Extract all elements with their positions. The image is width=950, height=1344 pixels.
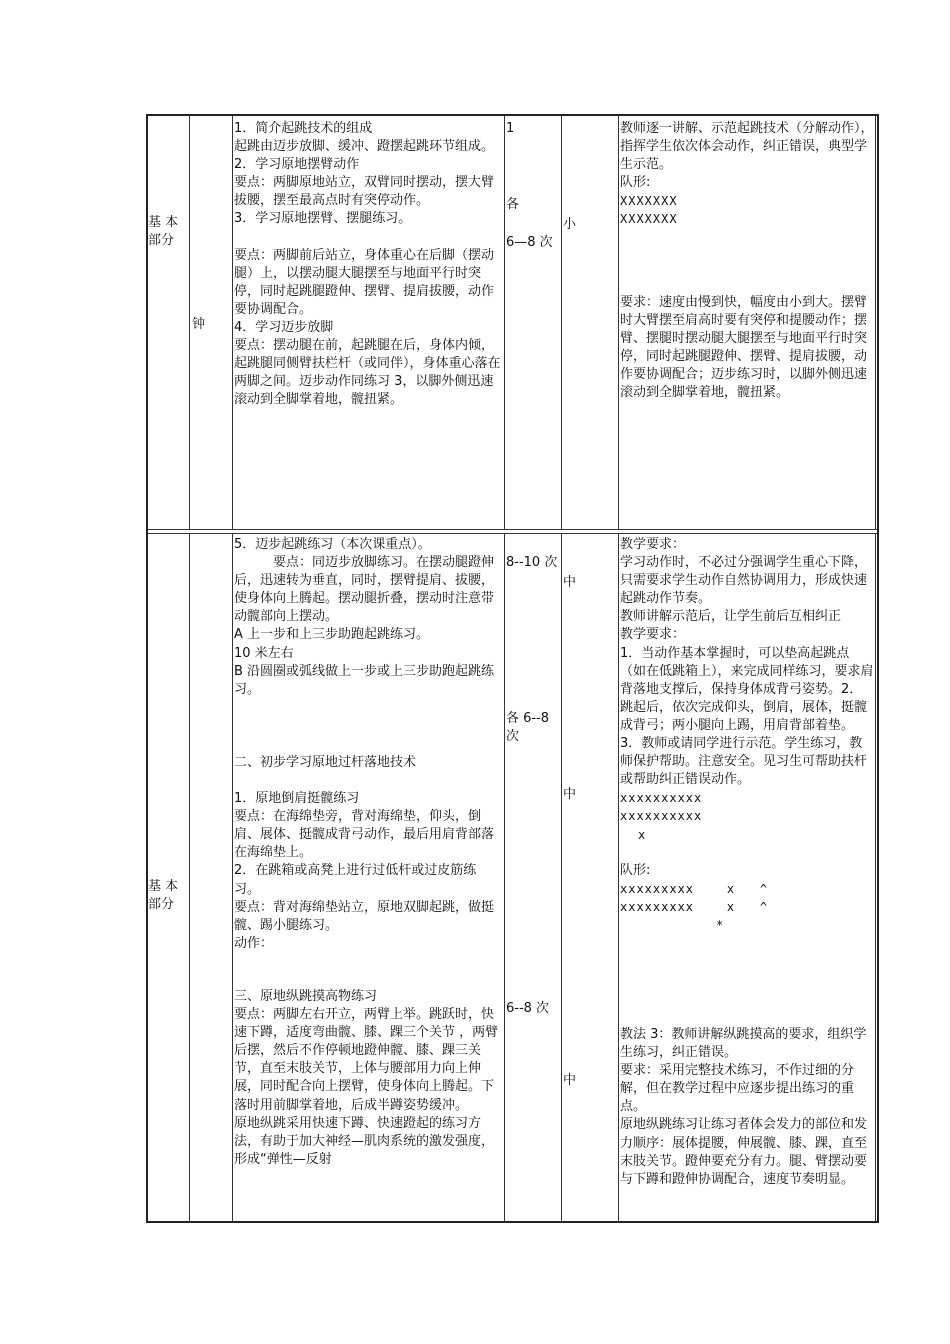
count-cell: 6--8 次 xyxy=(506,1001,550,1016)
column-divider xyxy=(618,116,619,1221)
lesson-plan-table xyxy=(146,114,879,1223)
method-cell: 教师逐一讲解、示范起跳技术（分解动作），指挥学生依次体会动作，纠正错误，典型学生示范。 队形: XXXXXXX XXXXXXX xyxy=(620,121,874,227)
count-cell: 8--10 次 xyxy=(506,555,558,570)
column-divider xyxy=(875,116,876,1221)
count-cell: 各 6--8 次 xyxy=(506,711,550,745)
intensity-cell: 中 xyxy=(563,575,577,590)
intensity-cell: 中 xyxy=(563,1073,577,1088)
column-divider xyxy=(504,116,505,1221)
content-cell: 三、原地纵跳摸高物练习 要点：两脚左右开立，两臂上举。跳跃时，快速下蹲，适度弯曲髋、膝、踝三个关节 ，两臂后摆，然后不作停顿地蹬伸髋、膝、踝三关节，直至末肢关节，上体与腰部用力向上伸展，同时配合向上摆臂，使身体向上腾起。下落时用前脚掌着地，后成半蹲姿势缓冲。 原地纵跳采用快速下蹲、快速蹬起的练习方法，有助于加大神经—肌肉系统的激发强度，形成“弹性—反射 xyxy=(234,989,499,1167)
content-cell: 5．迈步起跳练习（本次课重点）。 要点：同迈步放脚练习。在摆动腿蹬伸后，迅速转为垂直，同时，摆臂提肩、拔腰，使身体向上腾起。摆动腿折叠，摆动时注意带动髋部向上摆动。 A 上一步和上三步助跑起跳练习。 10 米左右 B 沿圆圈或弧线做上一步或上三步助跑起跳练习。 xyxy=(234,537,495,697)
time-cell: 钟 xyxy=(192,317,206,332)
method-cell: 教学要求： 学习动作时，不必过分强调学生重心下降，只需要求学生动作自然协调用力，形成快速起跳动作节奏。 教师讲解示范后，让学生前后互相纠正 教学要求： 1．当动作基本掌握时，可以垫高起跳点（如在低跳箱上），来完成同样练习，要求肩背落地支撑后，保持身体成背弓姿势。2．跳起后，依次完成仰头，倒肩，展体，挺髋成背弓；两小腿向上踢，用肩背部着垫。3．教师或请同学进行示范。学生练习，教师保护帮助。注意安全。见习生可帮助扶杆或帮助纠正错误动作。 xxxxxxxxxx xxxxxxxxxx x 队形: xxxxxxxxx x ^ xxxxxxxxx x ^ * xyxy=(620,537,874,932)
section-label: 基 本 部分 xyxy=(148,879,179,913)
column-divider xyxy=(232,116,233,1221)
count-cell: 6—8 次 xyxy=(506,235,553,250)
row-divider xyxy=(148,529,877,534)
content-cell: 1．简介起跳技术的组成 起跳由迈步放脚、缓冲、蹬摆起跳环节组成。 2．学习原地摆臂动作 要点：两脚原地站立，双臂同时摆动，摆大臂拔腰，摆至最高点时有突停动作。 3．学习原地摆臂、摆腿练习。 要点：两脚前后站立，身体重心在后脚（摆动腿）上，以摆动腿大腿摆至与地面平行时突停，同时起跳腿蹬伸、摆臂、提肩拔腰，动作要协调配合。 4．学习迈步放脚 要点：摆动腿在前，起跳腿在后，身体内倾，起跳腿同侧臂扶栏杆（或同伴），身体重心落在两脚之间。迈步动作同练习 3，以脚外侧迅速滚动到全脚掌着地，髋扭紧。 xyxy=(234,121,501,408)
section-label: 基 本 部分 xyxy=(148,215,179,249)
method-cell: 要求：速度由慢到快，幅度由小到大。摆臂时大臂摆至肩高时要有突停和提腰动作；摆臂、摆腿时摆动腿大腿摆至与地面平行时突停，同时起跳腿蹬伸、摆臂、提肩拔腰，动作要协调配合；迈步练习时，以脚外侧迅速滚动到全脚掌着地，髋扭紧。 xyxy=(620,295,868,401)
count-cell: 各 xyxy=(506,197,520,212)
column-divider xyxy=(561,116,562,1221)
count-cell: 1 xyxy=(506,121,515,136)
column-divider xyxy=(189,116,190,1221)
method-cell: 教法 3：教师讲解纵跳摸高的要求，组织学生练习，纠正错误。 要求：采用完整技术练习，不作过细的分解，但在教学过程中应逐步提出练习的重点。 原地纵跳练习让练习者体会发力的部位和发力顺序：展体提腰，伸展髋、膝、踝，直至末肢关节。蹬伸要充分有力。腿、臂摆动要与下蹲和蹬伸协调配合，速度节奏明显。 xyxy=(620,1027,868,1187)
intensity-cell: 小 xyxy=(563,217,577,232)
intensity-cell: 中 xyxy=(563,787,577,802)
content-cell: 二、初步学习原地过杆落地技术 1．原地倒肩挺髋练习 要点：在海绵垫旁，背对海绵垫，仰头，倒肩、展体、挺髋成背弓动作，最后用肩背部落在海绵垫上。 2．在跳箱或高凳上进行过低杆或过皮筋练习。 要点：背对海绵垫站立，原地双脚起跳，做挺髋、踢小腿练习。 动作： xyxy=(234,755,495,951)
